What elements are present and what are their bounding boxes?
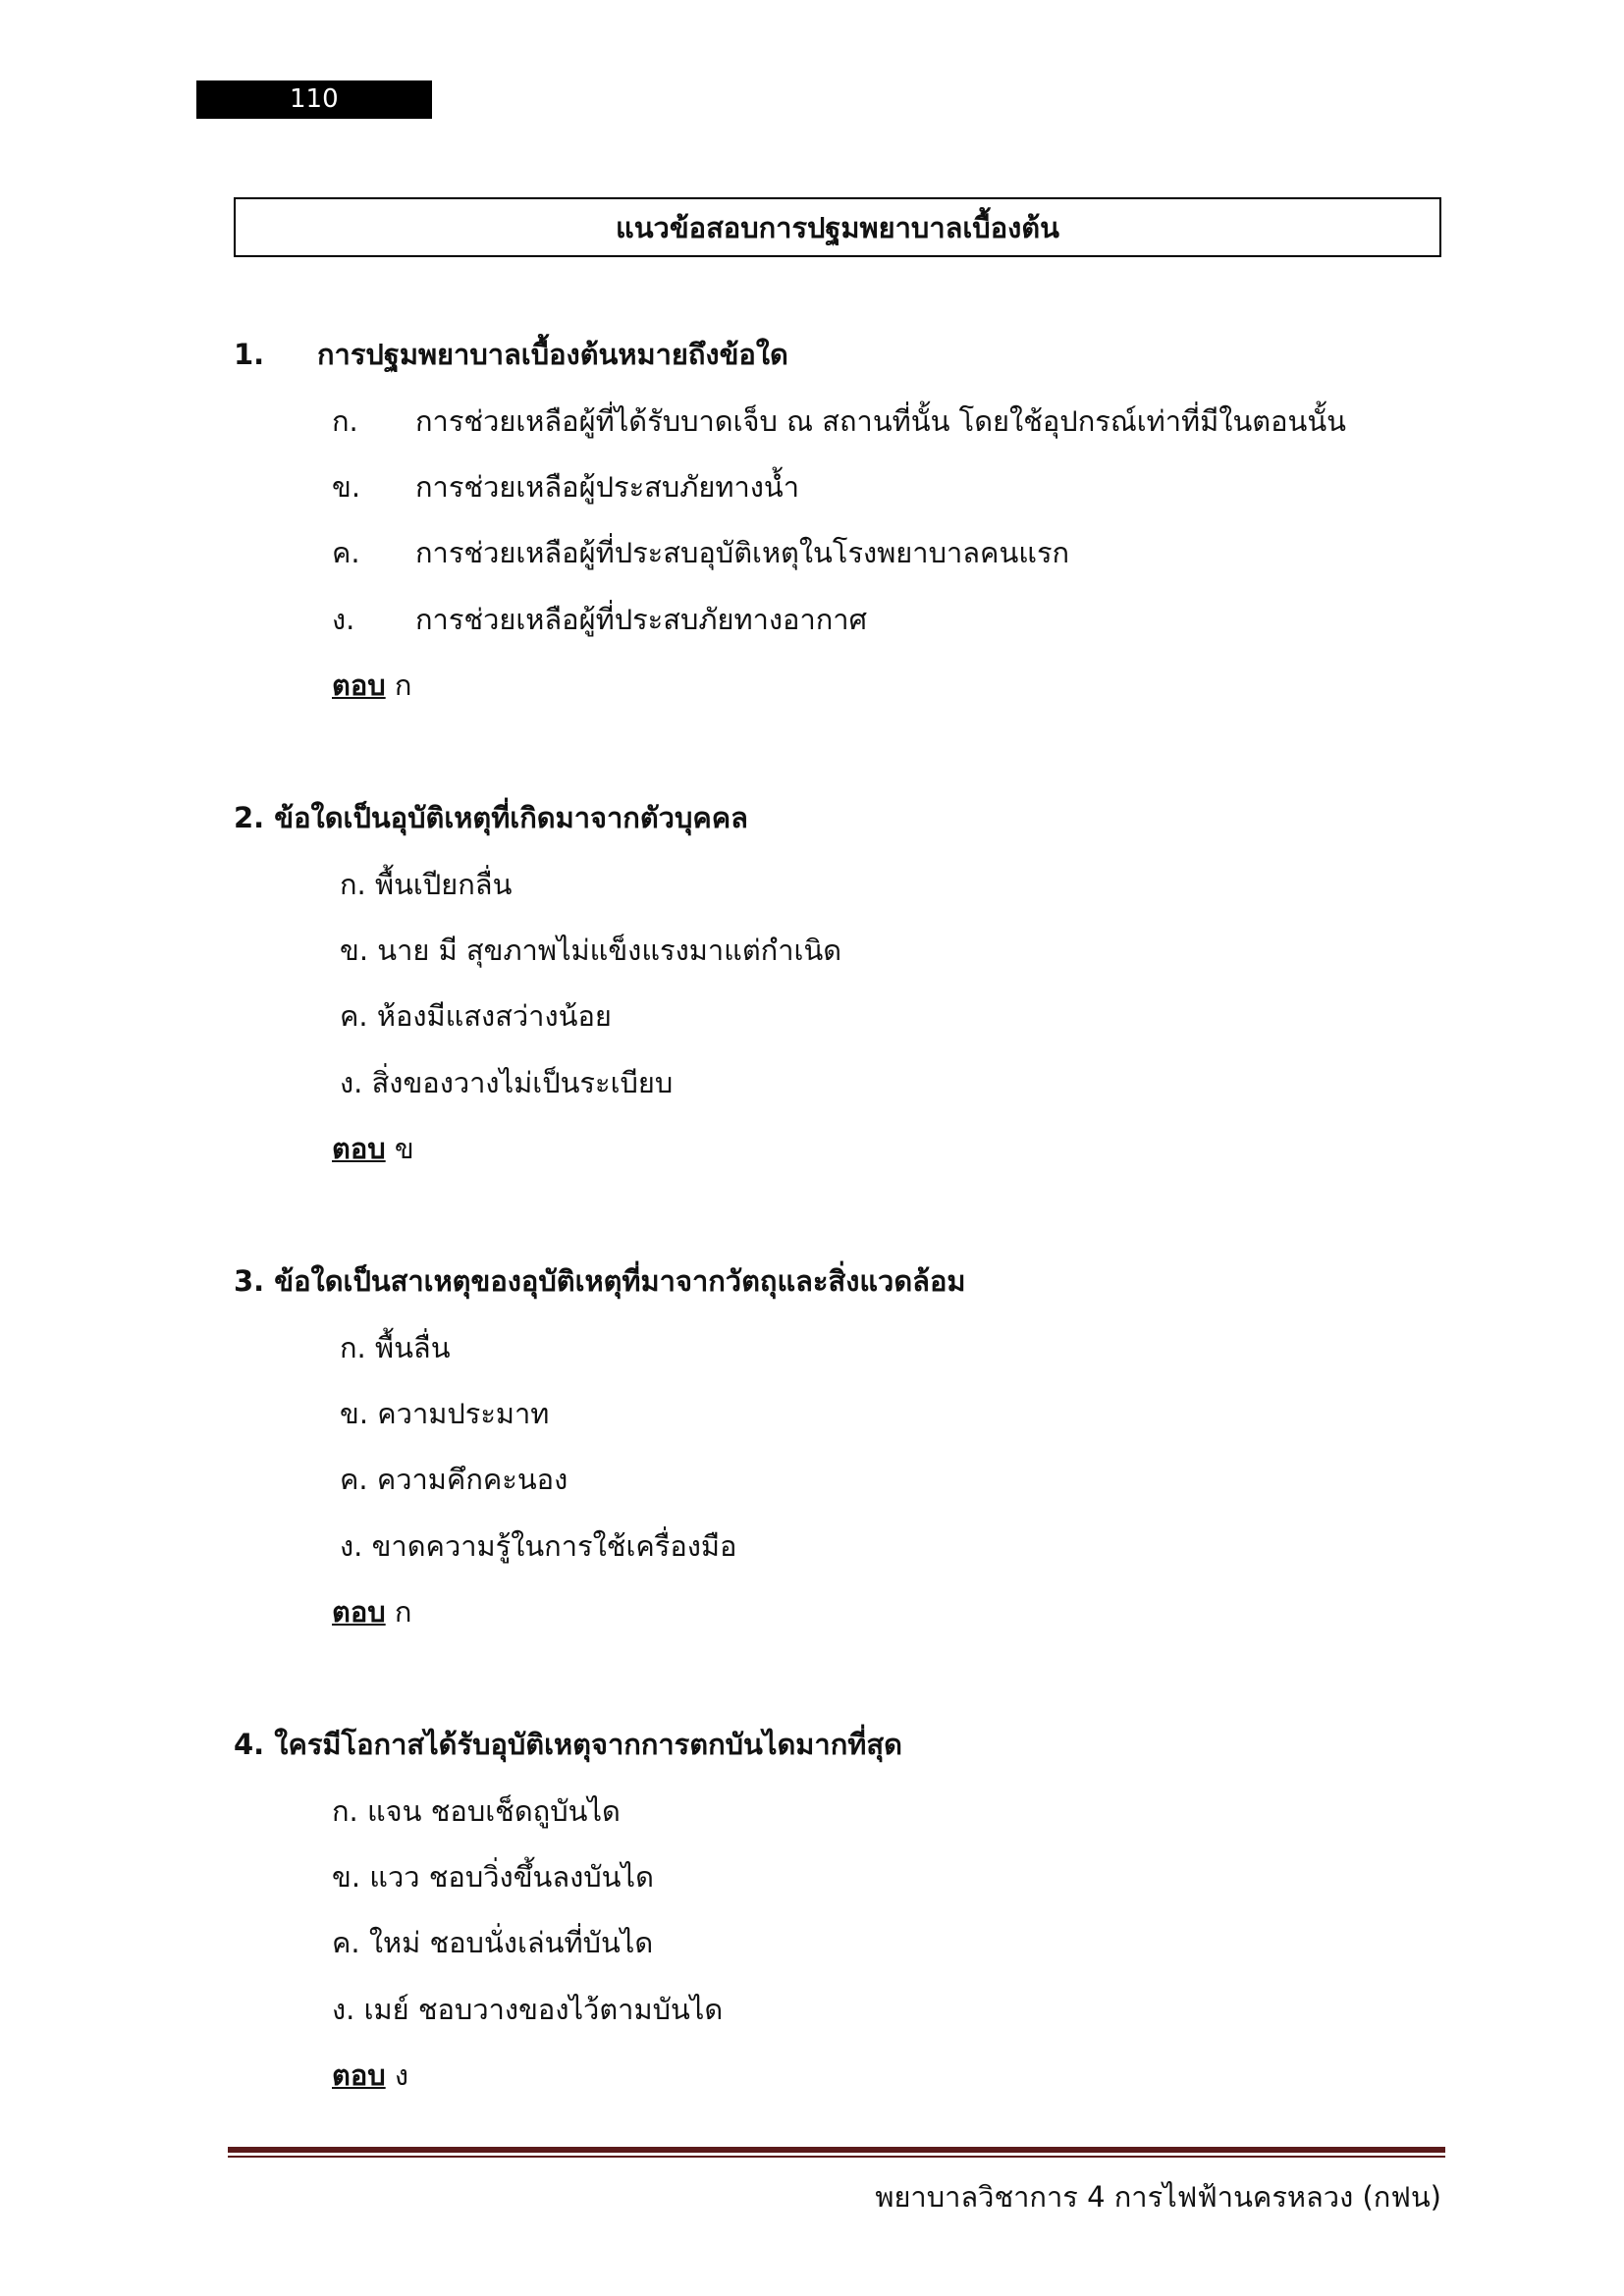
question-4-option-a: ก. แจน ชอบเช็ดถูบันได [332,1794,621,1828]
answer-label: ตอบ [332,668,386,702]
question-4-answer [332,2053,408,2098]
answer-value: ง [394,2058,409,2092]
footer-text: พยาบาลวิชาการ 4 การไฟฟ้านครหลวง (กฟน) [875,2180,1441,2214]
question-1-option-d [332,597,867,642]
question-1-text: การปฐมพยาบาลเบื้องต้นหมายถึงข้อใด [317,338,788,371]
question-1-number: 1. [234,338,265,371]
answer-label: ตอบ [332,1132,386,1165]
answer-label: ตอบ [332,2058,386,2092]
question-3-answer [332,1589,411,1634]
question-2-option-c: ค. ห้องมีแสงสว่างน้อย [340,999,612,1033]
page-number: 110 [196,80,432,119]
option-letter: ก. [332,404,358,438]
option-letter: ค. [332,536,360,569]
question-3-option-a: ก. พื้นลื่น [340,1331,451,1364]
question-1-option-c [332,530,1069,575]
question-2-option-d: ง. สิ่งของวางไม่เป็นระเบียบ [340,1066,674,1099]
question-2-option-b: ข. นาย มี สุขภาพไม่แข็งแรงมาแต่กำเนิด [340,934,842,967]
question-4-title: 4. ใครมีโอกาสได้รับอุบัติเหตุจากการตกบันไดมากที่สุด [234,1728,902,1761]
question-3-option-c: ค. ความคึกคะนอง [340,1463,568,1496]
option-text: การช่วยเหลือผู้ประสบภัยทางน้ำ [415,470,800,504]
question-1-option-a [332,399,1346,444]
footer-divider-thick [228,2147,1445,2153]
question-1-title [234,332,788,377]
question-3-option-b: ข. ความประมาท [340,1397,550,1430]
question-1-option-b [332,464,799,509]
answer-value: ก [394,668,412,702]
answer-value: ก [394,1595,412,1629]
option-text: การช่วยเหลือผู้ที่ประสบภัยทางอากาศ [415,603,867,636]
question-4-option-b: ข. แวว ชอบวิ่งขึ้นลงบันได [332,1860,654,1894]
page-title: แนวข้อสอบการปฐมพยาบาลเบื้องต้น [234,197,1441,257]
answer-label: ตอบ [332,1595,386,1629]
option-text: การช่วยเหลือผู้ที่ได้รับบาดเจ็บ ณ สถานที่นั้น โดยใช้อุปกรณ์เท่าที่มีในตอนนั้น [415,404,1346,438]
question-4-option-c: ค. ใหม่ ชอบนั่งเล่นที่บันได [332,1926,654,1959]
question-4-option-d: ง. เมย์ ชอบวางของไว้ตามบันได [332,1993,724,2026]
question-1-answer [332,663,411,708]
question-2-title: 2. ข้อใดเป็นอุบัติเหตุที่เกิดมาจากตัวบุคคล [234,801,748,834]
question-2-answer [332,1126,414,1171]
answer-value: ข [394,1132,414,1165]
option-letter: ง. [332,603,355,636]
option-text: การช่วยเหลือผู้ที่ประสบอุบัติเหตุในโรงพยาบาลคนแรก [415,536,1070,569]
question-3-title: 3. ข้อใดเป็นสาเหตุของอุบัติเหตุที่มาจากวัตถุและสิ่งแวดล้อม [234,1264,966,1298]
footer-divider-thin [228,2156,1445,2158]
option-letter: ข. [332,470,361,504]
question-3-option-d: ง. ขาดความรู้ในการใช้เครื่องมือ [340,1529,737,1563]
question-2-option-a: ก. พื้นเปียกลื่น [340,868,513,901]
